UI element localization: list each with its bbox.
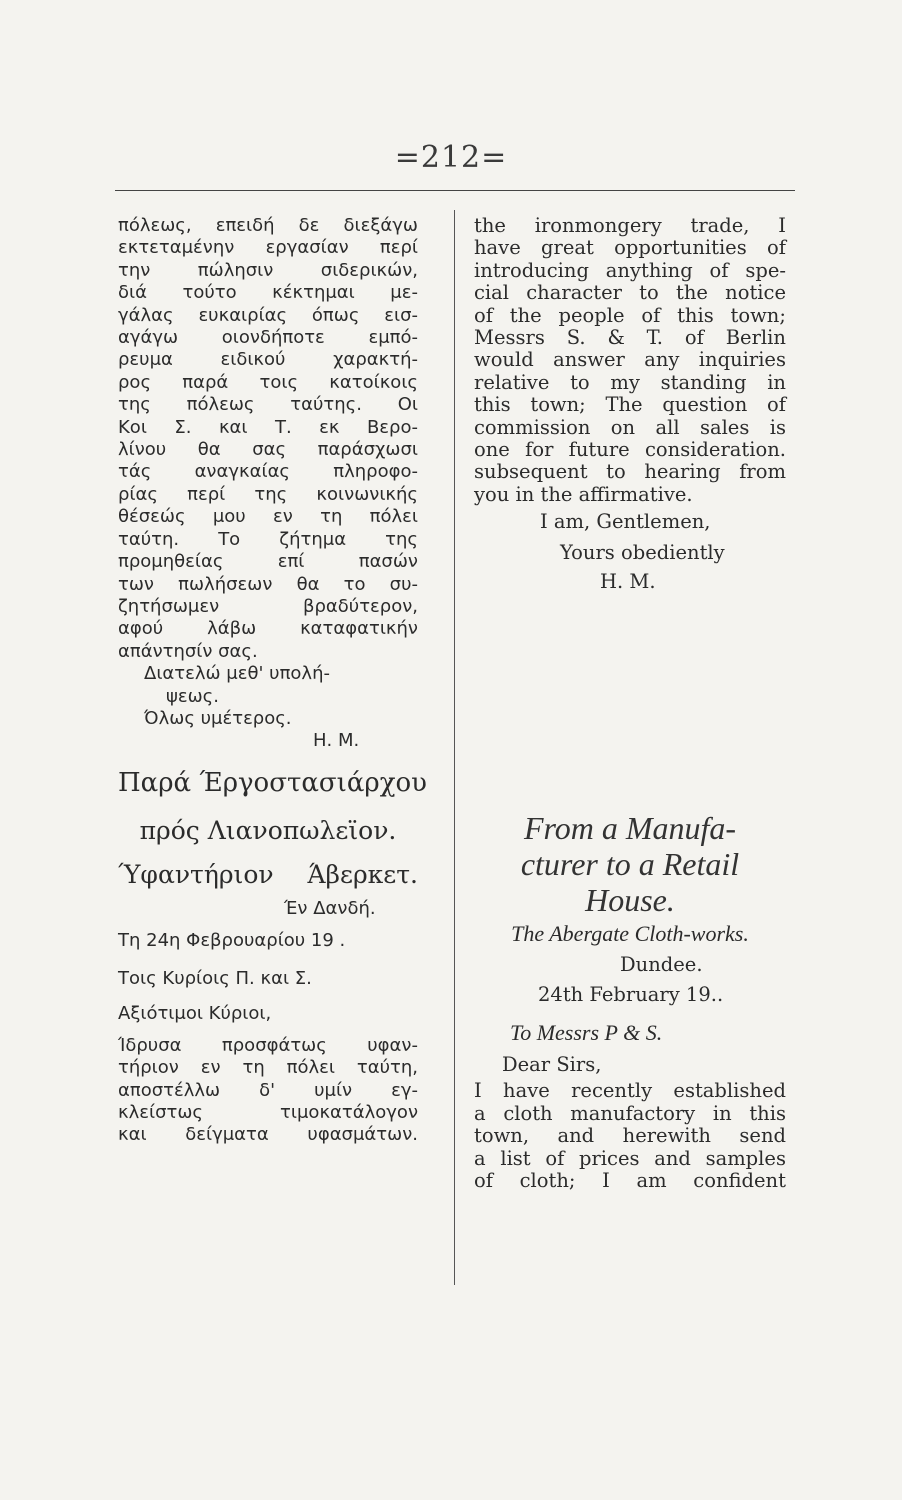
- greek-firm-name-word: Ύφαντήριον: [118, 859, 274, 889]
- text-line: [474, 327, 786, 349]
- text-line: [118, 372, 418, 394]
- word: Βερο-: [366, 416, 418, 438]
- word: σιδερικών,: [320, 259, 418, 281]
- word: this: [749, 1101, 786, 1125]
- word: λίνου: [118, 439, 167, 461]
- word: διεξάγω: [343, 215, 418, 236]
- word: I: [602, 1168, 610, 1192]
- word: πόλεως,: [118, 215, 192, 236]
- word: τη: [320, 506, 343, 528]
- word: question: [662, 393, 748, 417]
- word: Κοι: [118, 416, 147, 438]
- word: πόλεως: [186, 394, 255, 416]
- text-line: [118, 439, 418, 461]
- greek-signoff: Όλως υμέτερος.: [144, 707, 292, 729]
- word: of: [684, 326, 704, 350]
- word: commission: [474, 415, 591, 439]
- word: δ': [259, 1079, 276, 1101]
- word: διά: [118, 282, 147, 304]
- word: πώλησιν: [197, 259, 274, 281]
- text-line: [474, 237, 786, 259]
- word: and: [654, 1146, 691, 1170]
- english-column: [474, 215, 786, 1192]
- english-firm-name: The Abergate Cloth-works.: [511, 921, 749, 947]
- greek-letter-heading: Παρά Έργοστασιάρχου: [118, 767, 427, 798]
- text-line: [118, 1102, 418, 1124]
- word: περί: [187, 483, 226, 505]
- word: περί: [379, 237, 418, 259]
- word: people: [558, 303, 625, 327]
- word: βραδύτερον,: [303, 595, 418, 617]
- text-line: [118, 1080, 418, 1102]
- word: τούτο: [182, 282, 237, 304]
- text-line: [474, 372, 786, 394]
- word: a: [474, 1146, 486, 1170]
- text-line: [118, 237, 418, 259]
- word: a: [474, 1101, 486, 1125]
- word: ζήτημα: [279, 528, 347, 550]
- english-paragraph: [474, 215, 786, 484]
- word: &: [607, 326, 625, 350]
- word: relative: [474, 370, 550, 394]
- word: any: [644, 348, 680, 372]
- word: υμίν: [314, 1079, 353, 1101]
- word: θα: [197, 439, 221, 461]
- text-line: [118, 327, 418, 349]
- text-line: [474, 349, 786, 371]
- word: list: [500, 1146, 531, 1170]
- text-line: [118, 484, 418, 506]
- word: επειδή: [215, 215, 275, 236]
- word: παράσχωσι: [317, 439, 418, 461]
- word: The: [605, 393, 643, 417]
- word: Τ.: [274, 416, 292, 438]
- word: of: [709, 258, 729, 282]
- word: όπως: [311, 304, 360, 326]
- word: all: [655, 415, 680, 439]
- word: εγ-: [391, 1079, 418, 1101]
- word: this: [677, 303, 714, 327]
- word: εν: [200, 1057, 221, 1079]
- text-line: [118, 506, 418, 528]
- english-heading-line: From a Manufa-: [523, 810, 737, 847]
- english-closing-line: Yours obediently: [560, 541, 725, 565]
- word: και: [118, 1124, 147, 1146]
- greek-signature: Η. Μ.: [313, 730, 360, 752]
- word: T.: [646, 326, 664, 350]
- word: cloth;: [519, 1168, 576, 1192]
- word: θα: [296, 573, 320, 595]
- word: have: [474, 236, 521, 260]
- word: of: [545, 1146, 565, 1170]
- word: character: [526, 281, 622, 305]
- word: συ-: [389, 573, 418, 595]
- header-rule: [115, 190, 795, 191]
- word: προμηθείας: [118, 551, 224, 573]
- word: υφασμάτων.: [307, 1124, 418, 1146]
- word: κέκτημαι: [272, 282, 355, 304]
- word: on: [610, 415, 636, 439]
- word: δείγματα: [185, 1124, 269, 1146]
- greek-paragraph: [118, 215, 418, 641]
- word: της: [118, 394, 151, 416]
- text-line: [118, 618, 418, 640]
- text-line: [118, 1124, 418, 1146]
- word: one: [474, 438, 510, 462]
- word: I: [778, 214, 786, 237]
- word: Οι: [397, 394, 418, 416]
- text-line: [474, 305, 786, 327]
- word: standing: [660, 370, 747, 394]
- english-heading-line: cturer to a Retail: [520, 846, 740, 883]
- word: S.: [566, 326, 586, 350]
- word: πόλει: [286, 1057, 335, 1079]
- text-line: [474, 282, 786, 304]
- word: Ίδρυσα: [118, 1034, 182, 1056]
- word: the: [509, 303, 542, 327]
- word: εκτεταμένην: [118, 237, 235, 259]
- word: τη: [242, 1057, 265, 1079]
- text-line: [474, 1103, 786, 1125]
- greek-letter-body: [118, 1035, 418, 1147]
- word: notice: [725, 281, 786, 305]
- english-signature: H. M.: [600, 570, 656, 594]
- word: answer: [553, 348, 625, 372]
- english-paragraph-last-line: you in the affirmative.: [474, 482, 693, 506]
- word: great: [541, 236, 594, 260]
- word: am: [636, 1168, 667, 1192]
- text-line: [474, 260, 786, 282]
- word: confident: [693, 1168, 786, 1192]
- word: subsequent: [474, 460, 588, 484]
- word: of: [474, 1168, 493, 1192]
- text-line: [474, 1170, 786, 1192]
- word: the: [474, 214, 506, 237]
- word: λάβω: [207, 618, 257, 640]
- english-letter-body: [474, 1080, 786, 1192]
- word: manufactory: [570, 1101, 696, 1125]
- word: Berlin: [725, 326, 786, 350]
- word: καταφατικήν: [300, 618, 418, 640]
- text-line: [474, 215, 786, 237]
- word: αφού: [118, 618, 164, 640]
- word: θέσεώς: [118, 506, 186, 528]
- greek-closing-line: ψεως.: [166, 685, 219, 707]
- greek-salutation: Αξιότιμοι Κύριοι,: [118, 1002, 272, 1024]
- english-heading-line: House.: [585, 882, 675, 919]
- word: spe-: [745, 258, 786, 282]
- word: cial: [474, 281, 510, 305]
- word: παρά: [182, 371, 229, 393]
- word: established: [673, 1079, 786, 1103]
- english-recipient: To Messrs P & S.: [510, 1020, 663, 1046]
- word: recently: [571, 1079, 653, 1103]
- word: of: [767, 393, 786, 417]
- text-line: [118, 596, 418, 618]
- greek-paragraph-last-line: απάντησίν σας.: [118, 640, 258, 662]
- greek-closing-line: Διατελώ μεθ' υπολή-: [144, 663, 330, 685]
- word: town;: [530, 393, 586, 417]
- word: to: [570, 370, 590, 394]
- word: κλείστως: [118, 1101, 203, 1123]
- word: consideration.: [644, 438, 786, 462]
- word: την: [118, 259, 151, 281]
- word: have: [503, 1079, 550, 1103]
- word: πασών: [358, 551, 418, 573]
- word: ρος: [118, 371, 152, 393]
- word: μου: [212, 506, 246, 528]
- word: οιονδήποτε: [221, 327, 325, 349]
- text-line: [118, 551, 418, 573]
- word: town;: [730, 303, 786, 327]
- word: των: [118, 573, 154, 595]
- word: Το: [218, 528, 241, 550]
- text-line: [118, 260, 418, 282]
- word: this: [474, 393, 511, 417]
- word: αγάγω: [118, 327, 179, 349]
- word: πωλήσεων: [178, 573, 273, 595]
- word: prices: [579, 1146, 640, 1170]
- text-line: [118, 417, 418, 439]
- word: for: [525, 438, 554, 462]
- text-line: [474, 439, 786, 461]
- english-letter-heading: [474, 810, 786, 918]
- word: υφαν-: [367, 1034, 418, 1056]
- page-number: =212=: [394, 140, 508, 175]
- word: introducing: [474, 258, 589, 282]
- word: τιμοκατάλογον: [280, 1101, 418, 1123]
- word: πληροφο-: [333, 461, 418, 483]
- word: trade,: [690, 214, 750, 237]
- word: to: [639, 281, 659, 305]
- word: from: [739, 460, 786, 484]
- word: ρευμα: [118, 349, 173, 371]
- greek-firm-name: [118, 855, 418, 895]
- word: αποστέλλω: [118, 1079, 221, 1101]
- word: in: [712, 1101, 732, 1125]
- word: opportunities: [614, 236, 747, 260]
- word: προσφάτως: [221, 1034, 327, 1056]
- word: herewith: [622, 1124, 711, 1148]
- word: my: [610, 370, 640, 394]
- word: κοινωνικής: [316, 483, 418, 505]
- text-line: [118, 305, 418, 327]
- word: anything: [605, 258, 693, 282]
- greek-column: [118, 215, 427, 1147]
- greek-recipient: Τοις Κυρίοις Π. και Σ.: [118, 967, 312, 989]
- word: samples: [705, 1146, 786, 1170]
- word: πόλει: [369, 506, 418, 528]
- word: of: [641, 303, 661, 327]
- word: γάλας: [118, 304, 174, 326]
- text-line: [474, 417, 786, 439]
- english-salutation: Dear Sirs,: [502, 1053, 602, 1077]
- text-line: [474, 1148, 786, 1170]
- word: ταύτη.: [118, 528, 180, 550]
- word: I: [474, 1079, 482, 1103]
- word: Σ.: [174, 416, 192, 438]
- word: ευκαιρίας: [198, 304, 288, 326]
- text-line: [474, 1125, 786, 1147]
- greek-firm-name-word: Άβερκετ.: [307, 859, 418, 889]
- word: send: [739, 1124, 786, 1148]
- word: cloth: [503, 1101, 553, 1125]
- column-divider: [454, 210, 455, 1285]
- text-line: [474, 1080, 786, 1102]
- word: of: [767, 236, 786, 260]
- word: is: [769, 415, 786, 439]
- word: επί: [277, 551, 305, 573]
- word: αναγκαίας: [194, 461, 290, 483]
- word: και: [218, 416, 248, 438]
- word: τήριον: [118, 1057, 179, 1079]
- text-line: [118, 394, 418, 416]
- word: εμπό-: [368, 327, 418, 349]
- text-line: [118, 574, 418, 596]
- word: in: [767, 370, 786, 394]
- word: το: [343, 573, 366, 595]
- word: εκ: [319, 416, 340, 438]
- word: to: [606, 460, 626, 484]
- text-line: [118, 1035, 418, 1057]
- word: sales: [699, 415, 750, 439]
- greek-letter-subheading: πρός Λιανοπωλεϊον.: [139, 815, 397, 845]
- word: ταύτη,: [356, 1057, 418, 1079]
- word: ειδικού: [220, 349, 286, 371]
- word: of: [474, 303, 493, 327]
- english-date: 24th February 19..: [538, 983, 724, 1007]
- word: Messrs: [474, 326, 545, 350]
- word: με-: [390, 282, 418, 304]
- text-line: [474, 461, 786, 483]
- word: της: [254, 483, 288, 505]
- text-line: [118, 1057, 418, 1079]
- text-line: [474, 394, 786, 416]
- word: would: [474, 348, 534, 372]
- word: τοις: [259, 371, 299, 393]
- text-line: [118, 282, 418, 304]
- english-place: Dundee.: [620, 953, 703, 977]
- text-line: [118, 461, 418, 483]
- word: κατοίκοις: [329, 371, 418, 393]
- text-line: [118, 529, 418, 551]
- english-closing-line: I am, Gentlemen,: [540, 510, 711, 534]
- word: future: [568, 438, 630, 462]
- word: τάς: [118, 461, 152, 483]
- word: εν: [273, 506, 293, 528]
- word: εισ-: [384, 304, 418, 326]
- word: and: [557, 1124, 595, 1148]
- word: the: [675, 281, 708, 305]
- word: της: [385, 528, 418, 550]
- word: ζητήσωμεν: [118, 595, 220, 617]
- word: town,: [474, 1124, 530, 1148]
- word: σας: [252, 439, 287, 461]
- greek-date: Τη 24η Φεβρουαρίου 19 .: [118, 929, 346, 951]
- word: ρίας: [118, 483, 158, 505]
- text-line: [118, 349, 418, 371]
- word: χαρακτή-: [333, 349, 418, 371]
- word: ironmongery: [534, 214, 662, 237]
- word: εργασίαν: [265, 237, 349, 259]
- greek-place: Έν Δανδή.: [284, 897, 376, 919]
- word: ταύτης.: [290, 394, 362, 416]
- word: δε: [298, 215, 320, 236]
- word: hearing: [644, 460, 721, 484]
- word: inquiries: [698, 348, 786, 372]
- text-line: [118, 215, 418, 237]
